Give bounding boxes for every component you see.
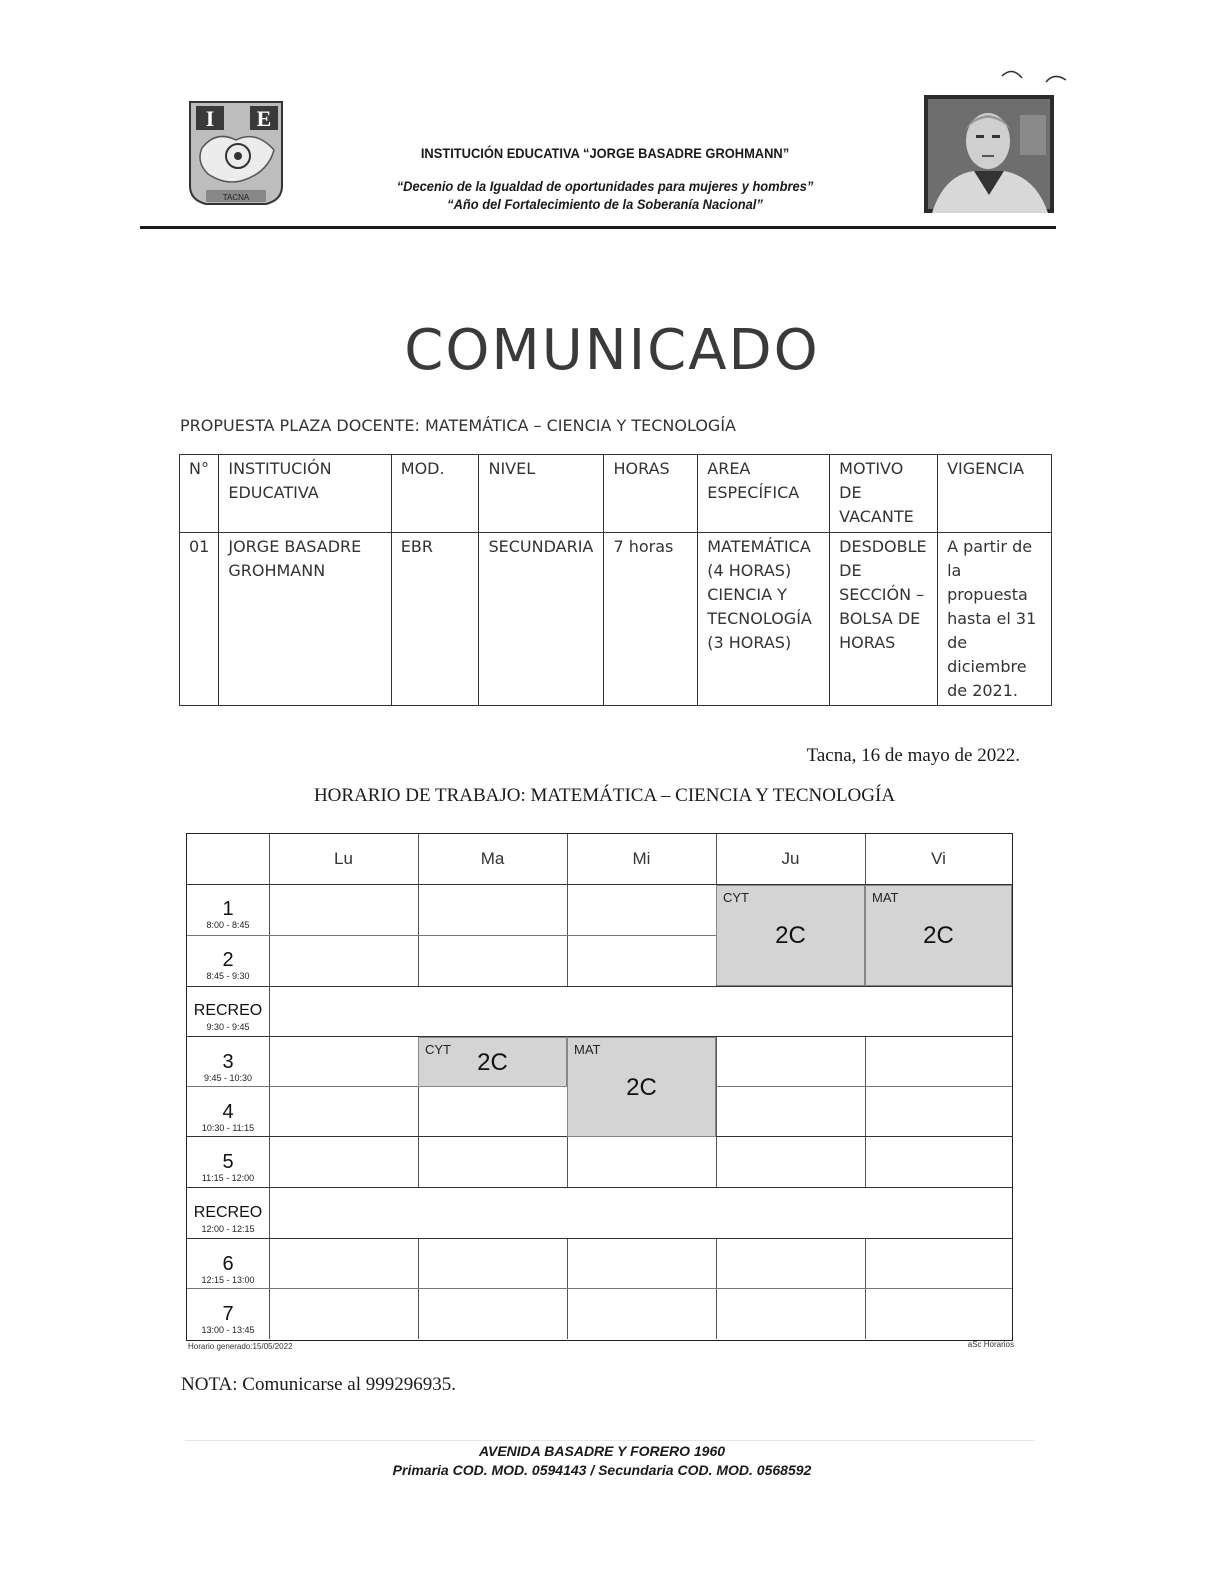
cell-modality: EBR <box>391 533 479 706</box>
generated-note: Horario generado:15/05/2022 <box>188 1342 293 1351</box>
period-label: 6 <box>222 1253 234 1275</box>
class-group: 2C <box>477 1049 508 1076</box>
day-header-ma: Ma <box>480 849 505 868</box>
period-time: 8:00 - 8:45 <box>206 920 250 930</box>
header-number: N° <box>180 455 219 533</box>
grid-row-line <box>187 1288 1012 1289</box>
grid-row-line <box>187 986 1012 987</box>
cell-area: MATEMÁTICA (4 HORAS) CIENCIA Y TECNOLOGÍA (3 HORAS) <box>698 533 830 706</box>
footer-codes: Primaria COD. MOD. 0594143 / Secundaria COD. MOD. 0568592 <box>392 1462 812 1478</box>
period-recreo-2 <box>187 1202 269 1235</box>
pen-marks <box>996 62 1076 86</box>
period-label: 1 <box>222 898 234 920</box>
logo-letter-e: E <box>256 106 272 131</box>
period-label: 7 <box>222 1303 234 1325</box>
header-area: AREA ESPECÍFICA <box>698 455 830 533</box>
period-5 <box>187 1151 269 1184</box>
day-header-lu: Lu <box>334 849 353 868</box>
schedule-title: HORARIO DE TRABAJO: MATEMÁTICA – CIENCIA Y TECNOLOGÍA <box>313 785 896 806</box>
software-credit: aSc Horarios <box>967 1340 1014 1349</box>
page-title: COMUNICADO <box>404 318 820 383</box>
day-header-vi: Vi <box>931 849 946 868</box>
period-label: 2 <box>222 949 234 971</box>
cell-hours: 7 horas <box>604 533 698 706</box>
period-2 <box>187 949 269 982</box>
period-time: 8:45 - 9:30 <box>206 971 250 981</box>
proposal-heading: PROPUESTA PLAZA DOCENTE: MATEMÁTICA – CIENCIA Y TECNOLOGÍA <box>180 416 736 435</box>
period-3 <box>187 1051 269 1084</box>
motto-year: “Año del Fortalecimiento de la Soberanía Nacional” <box>447 196 763 212</box>
day-header-mi: Mi <box>632 849 651 868</box>
class-block-ju-cyt[interactable] <box>716 885 865 986</box>
cell-reason: DESDOBLE DE SECCIÓN – BOLSA DE HORAS <box>830 533 938 706</box>
footer-address: AVENIDA BASADRE Y FORERO 1960 <box>478 1443 726 1459</box>
period-label: 3 <box>222 1051 234 1073</box>
institution-name: INSTITUCIÓN EDUCATIVA “JORGE BASADRE GROHMANN” <box>420 145 790 161</box>
class-subject: CYT <box>425 1042 451 1057</box>
header-modality: MOD. <box>391 455 479 533</box>
grid-row-line <box>187 1238 1012 1239</box>
period-time: 12:00 - 12:15 <box>201 1224 255 1234</box>
cell-level: SECUNDARIA <box>479 533 604 706</box>
footer-divider <box>185 1440 1035 1441</box>
period-time: 11:15 - 12:00 <box>201 1173 255 1183</box>
period-time: 13:00 - 13:45 <box>201 1325 255 1335</box>
class-subject: MAT <box>872 890 899 905</box>
header-reason: MOTIVO DE VACANTE <box>830 455 938 533</box>
period-label: RECREO <box>193 1002 263 1019</box>
period-recreo-1 <box>187 1000 269 1033</box>
cell-number: 01 <box>180 533 219 706</box>
cell-validity: A partir de la propuesta hasta el 31 de diciembre de 2021. <box>938 533 1052 706</box>
grid-col-line <box>716 1037 717 1187</box>
portrait-photo <box>924 95 1054 213</box>
period-time: 9:30 - 9:45 <box>206 1022 250 1032</box>
period-1 <box>187 898 269 931</box>
class-subject: CYT <box>723 890 749 905</box>
period-label: 5 <box>222 1151 234 1173</box>
grid-row-line <box>187 1187 1012 1188</box>
period-label: RECREO <box>193 1204 263 1221</box>
schedule-grid <box>186 833 1013 1341</box>
class-group: 2C <box>923 922 954 949</box>
header-level: NIVEL <box>479 455 604 533</box>
class-block-mi-mat[interactable] <box>567 1037 716 1137</box>
header-institution: INSTITUCIÓN EDUCATIVA <box>219 455 391 533</box>
period-7 <box>187 1303 269 1336</box>
period-time: 12:15 - 13:00 <box>201 1275 255 1285</box>
class-group: 2C <box>626 1074 657 1101</box>
class-block-vi-mat[interactable] <box>865 885 1012 986</box>
period-label: 4 <box>222 1101 234 1123</box>
proposal-row <box>180 533 1052 706</box>
period-6 <box>187 1253 269 1286</box>
class-group: 2C <box>775 922 806 949</box>
day-header-ju: Ju <box>781 849 800 868</box>
class-block-ma-cyt[interactable] <box>418 1037 567 1087</box>
grid-col-line <box>865 1037 866 1187</box>
period-4 <box>187 1101 269 1134</box>
logo-caption: TACNA <box>222 193 250 202</box>
school-logo <box>186 100 286 208</box>
motto-decade: “Decenio de la Igualdad de oportunidades para mujeres y hombres” <box>396 178 814 194</box>
cell-institution: JORGE BASADRE GROHMANN <box>219 533 391 706</box>
proposal-table <box>179 454 1052 706</box>
period-time: 9:45 - 10:30 <box>203 1073 253 1083</box>
logo-letter-i: I <box>205 106 215 131</box>
date-line: Tacna, 16 de mayo de 2022. <box>806 745 1020 766</box>
header-divider <box>140 226 1056 229</box>
header-hours: HORAS <box>604 455 698 533</box>
header-validity: VIGENCIA <box>938 455 1052 533</box>
class-subject: MAT <box>574 1042 601 1057</box>
period-time: 10:30 - 11:15 <box>201 1123 255 1133</box>
contact-note: NOTA: Comunicarse al 999296935. <box>181 1374 456 1395</box>
proposal-header-row <box>180 455 1052 533</box>
